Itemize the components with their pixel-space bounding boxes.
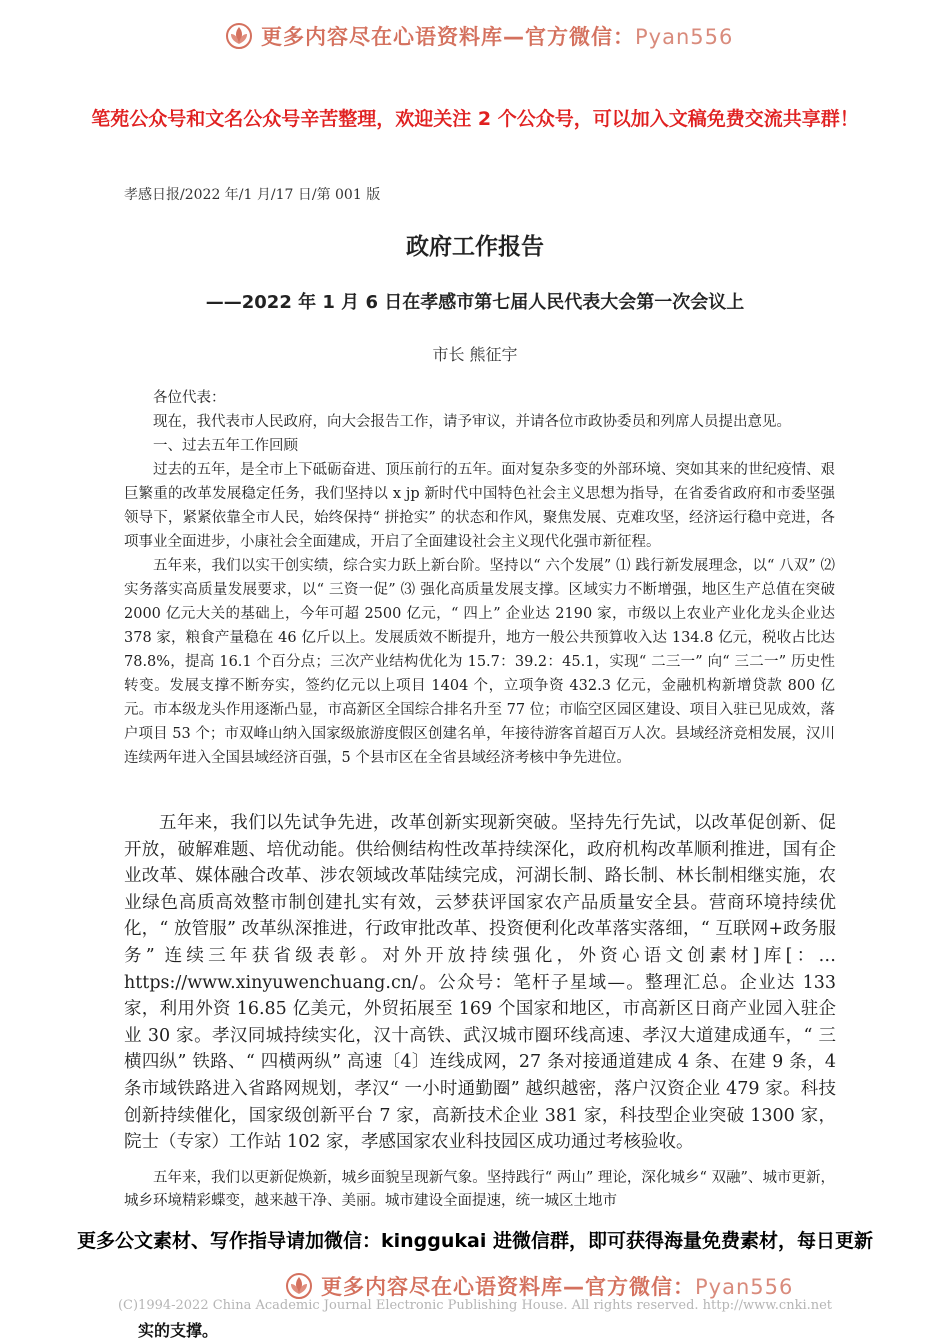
watermark-top-label: 更多内容尽在心语资料库—官方微信： [261,25,635,49]
page-title: 政府工作报告 [406,234,544,260]
source-line: 孝感日报/2022 年/1 月/17 日/第 001 版 [124,187,381,203]
watermark-top [225,18,745,54]
watermark-bottom-label: 更多内容尽在心语资料库—官方微信： [321,1275,695,1299]
paragraph: 过去的五年，是全市上下砥砺奋进、顶压前行的五年。面对复杂多变的外部环境、突如其来的世纪疫情、艰巨繁重的改革发展稳定任务，我们坚持以 x jp 新时代中国特色社会主义思想为指导，在省委省政府和市委坚强领导下，紧紧依靠全市人民，始终保持“ 拼抢实” 的状态和作风，聚焦发展、克难攻坚，经济运行稳中竞进，各项事业全面进步，小康社会全面建成，开启了全面建设社会主义现代化强市新征程。 [124,462,835,550]
page-subtitle: ——2022 年 1 月 6 日在孝感市第七届人民代表大会第一次会议上 [205,292,745,313]
paragraph: 五年来，我们以先试争先进，改革创新实现新突破。坚持先行先试，以改革促创新、促开放，破解难题、培优动能。供给侧结构性改革持续深化，政府机构改革顺利推进，国有企业改革、媒体融合改革、涉农领域改革陆续完成，河湖长制、路长制、林长制相继实施，农业绿色高质高效整市制创建扎实有效，云梦获评国家农产品质量安全县。营商环境持续优化，“ 放管服” 改革纵深推进，行政审批改革、投资便利化改革落实落细，“ 互联网+政务服务” 连续三年获省级表彰。对外开放持续强化，外资心语文创素材]库[：…https://www.xinyuwenchuang.cn/。公众号：笔杆子星域—。整理汇总。企业达 133 家，利用外资 16.85 亿美元，外贸拓展至 169 个国家和地区，市高新区日商产业园入驻企业 30 家。孝汉同城持续实化，汉十高铁、武汉城市圈环线高速、孝汉大道建成通车，“ 三横四纵” 铁路、“ 四横两纵” 高速〔4〕连线成网，27 条对接通道建成 4 条、在建 9 条，4 条市域铁路进入省路网规划，孝汉“ 一小时通勤圈” 越织越密，落户汉资企业 479 家。科技创新持续催化，国家级创新平台 7 家，高新技术企业 381 家，科技型企业突破 1300 家，院士（专家）工作站 102 家，孝感国家农业科技园区成功通过考核验收。 [124,813,836,1153]
watermark-top-id: Pyan556 [635,25,734,49]
flower-logo-icon [285,1272,313,1300]
cutoff-text: 实的支撑。 [138,1321,219,1340]
copyright-footer: (C)1994-2022 China Academic Journal Electronic Publishing House. All rights reserved. http://www.cnki.net [117,1298,833,1313]
body-section-tail [124,1167,835,1212]
paragraph: 一、过去五年工作回顾 [153,438,298,454]
watermark-bottom-id: Pyan556 [695,1275,794,1299]
paragraph: 五年来，我们以实干创实绩，综合实力跃上新台阶。坚持以“ 六个发展” ⑴ 践行新发展理念，以“ 八双” ⑵ 实务落实高质量发展要求，以“ 三资一促” ⑶ 强化高质量发展支撑。区域实力不断增强，地区生产总值在突破 2000 亿元大关的基础上，今年可超 2500 亿元，“ 四上” 企业达 2190 家，市级以上农业产业化龙头企业达 378 家，粮食产量稳在 46 亿斤以上。发展质效不断提升，地方一般公共预算收入达 134.8 亿元，税收占比达 78.8%，提高 16.1 个百分点；三次产业结构优化为 15.7：39.2：45.1，实现“ 二三一” 向“ 三二一” 历史性转变。发展支撑不断夯实，签约亿元以上项目 1404 个，立项争资 432.3 亿元，金融机构新增贷款 800 亿元。市本级龙头作用逐渐凸显，市高新区全国综合排名升至 77 位；市临空区园区建设、项目入驻已见成效，落户项目 53 个；市双峰山纳入国家级旅游度假区创建名单，年接待游客首超百万人次。县域经济竞相发展，汉川连续两年进入全国县域经济百强，5 个县市区在全省县域经济考核中争先进位。 [124,558,835,766]
red-banner: 笔苑公众号和文名公众号辛苦整理，欢迎关注 2 个公众号，可以加入文稿免费交流共享群！ [91,108,859,130]
body-section-small [124,386,835,770]
flower-logo-icon [225,22,253,50]
paragraph: 现在，我代表市人民政府，向大会报告工作，请予审议，并请各位市政协委员和列席人员提出意见。 [153,414,791,430]
author-line: 市长 熊征宇 [432,345,518,364]
watermark-bottom-text [321,1271,793,1301]
paragraph: 五年来，我们以更新促焕新，城乡面貌呈现新气象。坚持践行“ 两山” 理论，深化城乡“ 双融”、城市更新，城乡环境精彩蝶变，越来越干净、美丽。城市建设全面提速，统一城区土地市 [124,1170,835,1209]
paragraph: 各位代表： [153,390,226,406]
watermark-top-text [261,21,733,51]
body-section-large [124,810,836,1156]
promo-banner: 更多公文素材、写作指导请加微信：kinggukai 进微信群，即可获得海量免费素材，每日更新 [0,1224,950,1258]
